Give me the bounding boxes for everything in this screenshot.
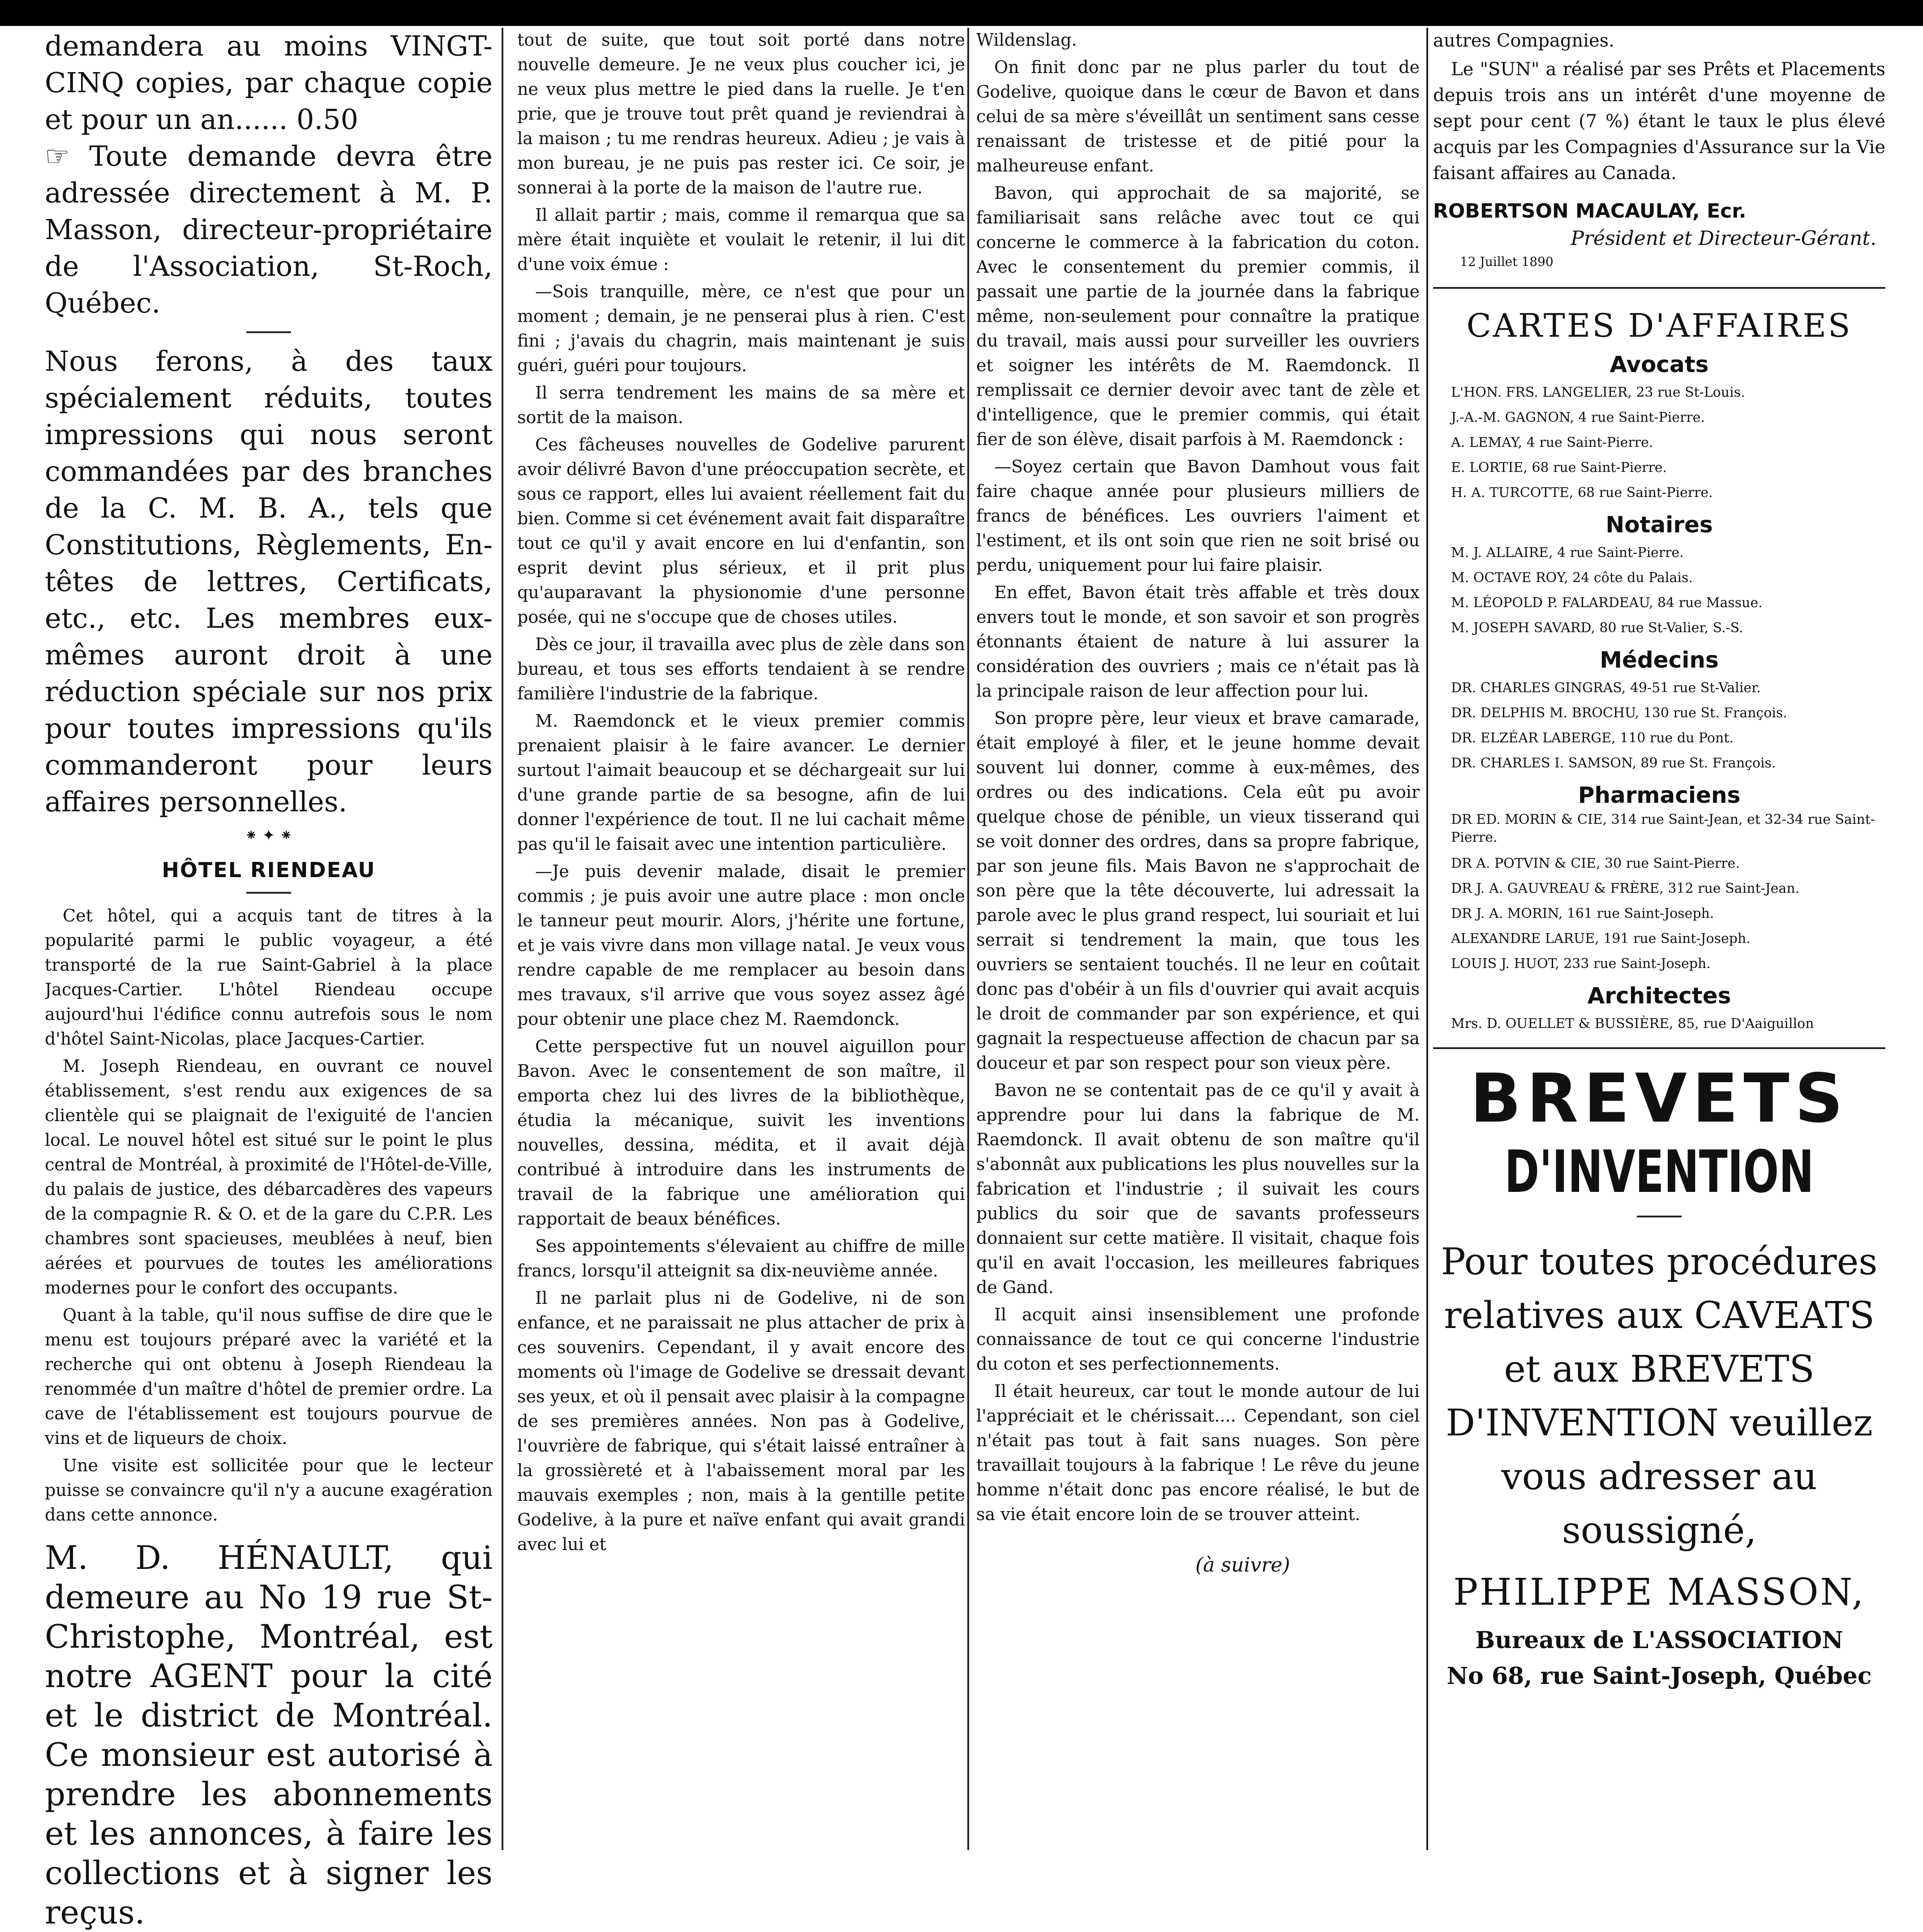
story-paragraph: M. Raemdonck et le vieux premier commis prenaient plaisir à le faire avancer. Le dernier surtout l'aimait beaucoup et se déchargeait sur lui d'une grande partie de sa besogne, afin de lui donner l'expérience de tout. Il ne lui cachait même pas qu'il le faisait avec une intention particulière. bbox=[517, 711, 965, 854]
divider bbox=[246, 331, 291, 333]
request-notice: ☞ Toute demande devra être adressée directement à M. P. Masson, directeur-propriétaire de l'Association, St-Roch, Québec. bbox=[45, 140, 493, 319]
subscription-price: demandera au moins VINGT-CINQ copies, par chaque copie et pour un an...... 0.50 bbox=[45, 30, 493, 136]
medecins-heading: Médecins bbox=[1600, 647, 1719, 673]
story-paragraph: Bavon ne se contentait pas de ce qu'il y avait à apprendre pour lui dans la fabrique de M. Raemdonck. Il avait obtenu de son maître qu'il s'abonnât aux publications les plus nouvelles sur la fabrication et l'industrie ; il suivait les cours publics du soir que de savants professeurs donnaient sur cette matière. Il visitait, chaque fois qu'il en avait l'occasion, les meilleures fabriques de Gand. bbox=[976, 1080, 1420, 1297]
sun-notice-start: autres Compagnies. bbox=[1433, 30, 1614, 51]
story-paragraph: —Je puis devenir malade, disait le premier commis ; je puis avoir une autre place : mon oncle le tanneur peut mourir. Alors, j'hérite une fortune, et je vais vivre dans mon village natal. Je veux vous rendre capable de me remplacer au besoin dans mes travaux, s'il arrive que vous soyez assez âgé pour obtenir une place chez M. Raemdonck. bbox=[517, 861, 965, 1029]
divider bbox=[246, 892, 291, 894]
list-item: DR. CHARLES I. SAMSON, 89 rue St. François. bbox=[1451, 755, 1776, 771]
bureaux-line-1: Bureaux de L'ASSOCIATION bbox=[1475, 1627, 1843, 1654]
hotel-paragraph-2: M. Joseph Riendeau, en ouvrant ce nouvel établissement, s'est rendu aux exigences de sa clientèle qui se plaignait de l'exiguité de l'ancien local. Le nouvel hôtel est situé sur le point le plus central de Montréal, à proximité de l'Hôtel-de-Ville, du palais de justice, des débarcadères des vapeurs de la compagnie R. & O. et de la gare du C.P.R. Les chambres sont spacieuses, meublées à neuf, bien aérées et pourvues de toutes les améliorations modernes pour le confort des occupants. bbox=[45, 1056, 493, 1298]
hotel-riendeau-title: HÔTEL RIENDEAU bbox=[162, 858, 376, 882]
list-item: E. LORTIE, 68 rue Saint-Pierre. bbox=[1451, 460, 1667, 476]
top-border bbox=[0, 0, 1923, 26]
list-item: A. LEMAY, 4 rue Saint-Pierre. bbox=[1451, 435, 1653, 450]
henault-agent-notice: M. D. HÉNAULT, qui demeure au No 19 rue St-Christophe, Montréal, est notre AGENT pour la cité et le district de Montréal. Ce monsieur est autorisé à prendre les abonnements et les annonces, à faire les collections et à signer les reçus. bbox=[45, 1539, 493, 1931]
story-paragraph: Il ne parlait plus ni de Godelive, ni de son enfance, et ne paraissait ne plus attacher de prix à ces souvenirs. Cependant, il y avait encore des moments où l'image de Godelive se dressait devant ses yeux, et où il pensait avec plaisir à la compagne de ses premières années. Non pas à Godelive, l'ouvrière de fabrique, qui s'était laissé entraîner à la grossièreté et à l'abaissement moral par les mauvais exemples ; non, mais à la gentille petite Godelive, à la pure et naïve enfant qui avait grandi avec lui et bbox=[517, 1288, 965, 1554]
story-paragraph: —Sois tranquille, mère, ce n'est que pour un moment ; demain, je ne penserai plus à rien. C'est fini ; j'avais du chagrin, mais maintenant je suis guéri, guéri pour toujours. bbox=[517, 282, 965, 375]
to-be-continued: (à suivre) bbox=[1195, 1554, 1290, 1576]
story-paragraph: Bavon, qui approchait de sa majorité, se familiarisait sans relâche avec tout ce qui concerne le commerce à la fabrication du coton. Avec le consentement du premier commis, il passait une partie de la journée dans la fabrique même, non-seulement pour connaître la pratique du travail, mais aussi pour surveiller les ouvriers et soigner les intérêts de M. Raemdonck. Il remplissait ce dernier devoir avec tant de zèle et d'intelligence, que le premier commis, qui était fier de son élève, disait parfois à M. Raemdonck : bbox=[976, 183, 1420, 449]
list-item: DR J. A. GAUVREAU & FRÈRE, 312 rue Saint-Jean. bbox=[1451, 881, 1800, 896]
list-item: M. JOSEPH SAVARD, 80 rue St-Valier, S.-S. bbox=[1451, 620, 1743, 636]
column-rule-1 bbox=[502, 28, 503, 1850]
story-paragraph: En effet, Bavon était très affable et très doux envers tout le monde, et son savoir et son progrès étonnants étaient de nature à lui assurer la considération des ouvriers ; mais ce n'était pas là la principale raison de leur affection pour lui. bbox=[976, 583, 1420, 701]
signature-name: ROBERTSON MACAULAY, Ecr. bbox=[1433, 200, 1747, 223]
divider bbox=[1637, 1216, 1682, 1217]
list-item: J.-A.-M. GAGNON, 4 rue Saint-Pierre. bbox=[1451, 410, 1705, 425]
list-item: DR. ELZÉAR LABERGE, 110 rue du Pont. bbox=[1451, 730, 1734, 746]
story-paragraph: Il était heureux, car tout le monde autour de lui l'appréciait et le chérissait.... Cependant, son ciel n'était pas tout à fait sans nuages. Son père travaillait toujours à la fabrique ! Le rêve du jeune homme n'était donc pas encore réalisé, le but de sa vie était encore loin de se trouver atteint. bbox=[976, 1381, 1420, 1524]
list-item: L'HON. FRS. LANGELIER, 23 rue St-Louis. bbox=[1451, 385, 1745, 400]
signer-name: PHILIPPE MASSON, bbox=[1453, 1571, 1866, 1614]
list-item: Mrs. D. OUELLET & BUSSIÈRE, 85, rue D'Aaiguillon bbox=[1451, 1016, 1814, 1032]
story-paragraph: Son propre père, leur vieux et brave camarade, était employé à filer, et le jeune homme devait souvent lui donner, comme à eux-mêmes, des ordres ou des indications. Cela eût pu avoir quelque chose de pénible, un vieux tisserand qui se voit donner des ordres, dans sa propre fabrique, par son jeune fils. Mais Bavon ne s'approchait de son père que la tête découverte, lui adressait la parole avec le plus grand respect, lui souriait et lui serrait si tendrement la main, que tous les ouvriers se sentaient touchés. Il ne leur en coûtait donc pas d'obéir à un fils d'ouvrier qui avait acquis le droit de commander par son expérience, et qui gagnait la respectueuse affection de chacun par sa douceur et par son respect pour son vieux père. bbox=[976, 708, 1420, 1073]
notice-date: 12 Juillet 1890 bbox=[1460, 254, 1554, 269]
story-paragraph: tout de suite, que tout soit porté dans notre nouvelle demeure. Je ne veux plus coucher ici, je ne veux plus mettre le pied dans la ruelle. Je t'en prie, que je trouve tout prêt quand je reviendrai à la maison ; tu me rendras heureux. Adieu ; je vais à mon bureau, je ne puis pas rester ici. Ce soir, je sonnerai à la porte de la maison de l'autre rue. bbox=[517, 30, 965, 197]
story-paragraph: On finit donc par ne plus parler du tout de Godelive, quoique dans le cœur de Bavon et dans celui de sa mère s'éveillât un sentiment sans cesse renaissant de tristesse et de pitié pour la malheureuse enfant. bbox=[976, 57, 1420, 176]
story-paragraph: Il acquit ainsi insensiblement une profonde connaissance de tout ce qui concerne l'industrie du coton et ses perfectionnements. bbox=[976, 1305, 1420, 1374]
notaires-heading: Notaires bbox=[1605, 512, 1713, 538]
list-item: M. OCTAVE ROY, 24 côte du Palais. bbox=[1451, 570, 1693, 586]
list-item: H. A. TURCOTTE, 68 rue Saint-Pierre. bbox=[1451, 485, 1713, 501]
avocats-heading: Avocats bbox=[1610, 351, 1709, 377]
list-item: DR ED. MORIN & CIE, 314 rue Saint-Jean, et 32-34 rue Saint-Pierre. bbox=[1451, 812, 1875, 845]
hotel-paragraph-4: Une visite est sollicitée pour que le lecteur puisse se convaincre qu'il n'y a aucune exagération dans cette annonce. bbox=[45, 1456, 493, 1525]
invention-title: D'INVENTION bbox=[1504, 1138, 1814, 1206]
bureaux-line-2: No 68, rue Saint-Joseph, Québec bbox=[1447, 1662, 1872, 1690]
divider bbox=[1433, 287, 1885, 289]
divider bbox=[1433, 1047, 1885, 1049]
architectes-heading: Architectes bbox=[1587, 983, 1731, 1009]
column-3 bbox=[976, 28, 1420, 1576]
column-1 bbox=[45, 28, 493, 1932]
ornament-divider: ⁕ ✦ ⁕ bbox=[245, 827, 293, 844]
list-item: DR J. A. MORIN, 161 rue Saint-Joseph. bbox=[1451, 906, 1714, 921]
story-paragraph: Wildenslag. bbox=[976, 30, 1077, 50]
list-item: DR. DELPHIS M. BROCHU, 130 rue St. François. bbox=[1451, 705, 1787, 721]
list-item: DR A. POTVIN & CIE, 30 rue Saint-Pierre. bbox=[1451, 856, 1740, 871]
pharmaciens-heading: Pharmaciens bbox=[1578, 782, 1741, 808]
story-paragraph: Ces fâcheuses nouvelles de Godelive parurent avoir délivré Bavon d'une préoccupation secrète, et sous ce rapport, elles lui avaient réellement fait du bien. Comme si cet événement avait fait disparaître tout ce qu'il y avait encore en lui d'enfantin, son esprit devint plus sérieux, et il prit plus qu'auparavant la physionomie d'une personne posée, qui ne s'occupe que de choses utiles. bbox=[517, 435, 965, 627]
story-paragraph: Dès ce jour, il travailla avec plus de zèle dans son bureau, et tous ses efforts tendaient à se rendre familière l'industrie de la fabrique. bbox=[517, 634, 965, 703]
column-rule-3 bbox=[1426, 28, 1428, 1850]
column-4 bbox=[1433, 28, 1885, 1694]
story-paragraph: —Soyez certain que Bavon Damhout vous fait faire chaque année pour plusieurs milliers de francs de bénéfices. Les ouvriers l'aiment et l'estiment, et ils ont soin que rien ne soit brisé ou perdu, uniquement pour lui faire plaisir. bbox=[976, 457, 1420, 575]
signature-title: Président et Directeur-Gérant. bbox=[1571, 227, 1876, 250]
column-rule-2 bbox=[967, 28, 969, 1850]
story-paragraph: Il serra tendrement les mains de sa mère et sortit de la maison. bbox=[517, 383, 965, 427]
hotel-paragraph-3: Quant à la table, qu'il nous suffise de dire que le menu est toujours préparé avec la variété et la recherche qui ont obtenu à Joseph Riendeau la renommée d'un maître d'hôtel de premier ordre. La cave de l'établissement est toujours pourvue de vins et de liqueurs de choix. bbox=[45, 1305, 493, 1448]
sun-notice: Le "SUN" a réalisé par ses Prêts et Placements depuis trois ans un intérêt d'une moyenne de sept pour cent (7 %) étant le taux le plus élevé acquis par les Compagnies d'Assurance sur la Vie faisant affaires au Canada. bbox=[1433, 59, 1885, 184]
list-item: M. LÉOPOLD P. FALARDEAU, 84 rue Massue. bbox=[1451, 595, 1763, 611]
cartes-affaires-title: CARTES D'AFFAIRES bbox=[1466, 307, 1852, 344]
list-item: M. J. ALLAIRE, 4 rue Saint-Pierre. bbox=[1451, 545, 1684, 561]
list-item: DR. CHARLES GINGRAS, 49-51 rue St-Valier. bbox=[1451, 680, 1761, 696]
story-paragraph: Ses appointements s'élevaient au chiffre de mille francs, lorsqu'il atteignit sa dix-neuvième année. bbox=[517, 1236, 965, 1281]
printing-rates-notice: Nous ferons, à des taux spécialement réduits, toutes impressions qui nous seront commandées par des branches de la C. M. B. A., tels que Constitutions, Règlements, En-têtes de lettres, Certificats, etc., etc. Les membres eux-mêmes auront droit à une réduction spéciale sur nos prix pour toutes impressions qu'ils commanderont pour leurs affaires personnelles. bbox=[45, 345, 493, 818]
column-2 bbox=[517, 28, 965, 1559]
procedures-notice: Pour toutes procédures relatives aux CAVEATS et aux BREVETS D'INVENTION veuillez vous adresser au soussigné, bbox=[1441, 1241, 1878, 1552]
hotel-paragraph-1: Cet hôtel, qui a acquis tant de titres à la popularité parmi le public voyageur, a été transporté de la rue Saint-Gabriel à la place Jacques-Cartier. L'hôtel Riendeau occupe aujourd'hui l'édifice connu autrefois sous le nom d'hôtel Saint-Nicolas, place Jacques-Cartier. bbox=[45, 906, 493, 1049]
story-paragraph: Cette perspective fut un nouvel aiguillon pour Bavon. Avec le consentement de son maître, il emporta chez lui des livres de la bibliothèque, étudia la mécanique, suivit les inventions nouvelles, dessina, médita, et il avait déjà contribué à introduire dans les instruments de travail de la fabrique une amélioration qui rapportait de beaux bénéfices. bbox=[517, 1037, 965, 1229]
brevets-title: BREVETS bbox=[1470, 1060, 1849, 1138]
story-paragraph: Il allait partir ; mais, comme il remarqua que sa mère était inquiète et voulait le retenir, il lui dit d'une voix émue : bbox=[517, 205, 965, 274]
list-item: ALEXANDRE LARUE, 191 rue Saint-Joseph. bbox=[1451, 931, 1751, 947]
list-item: LOUIS J. HUOT, 233 rue Saint-Joseph. bbox=[1451, 956, 1711, 972]
